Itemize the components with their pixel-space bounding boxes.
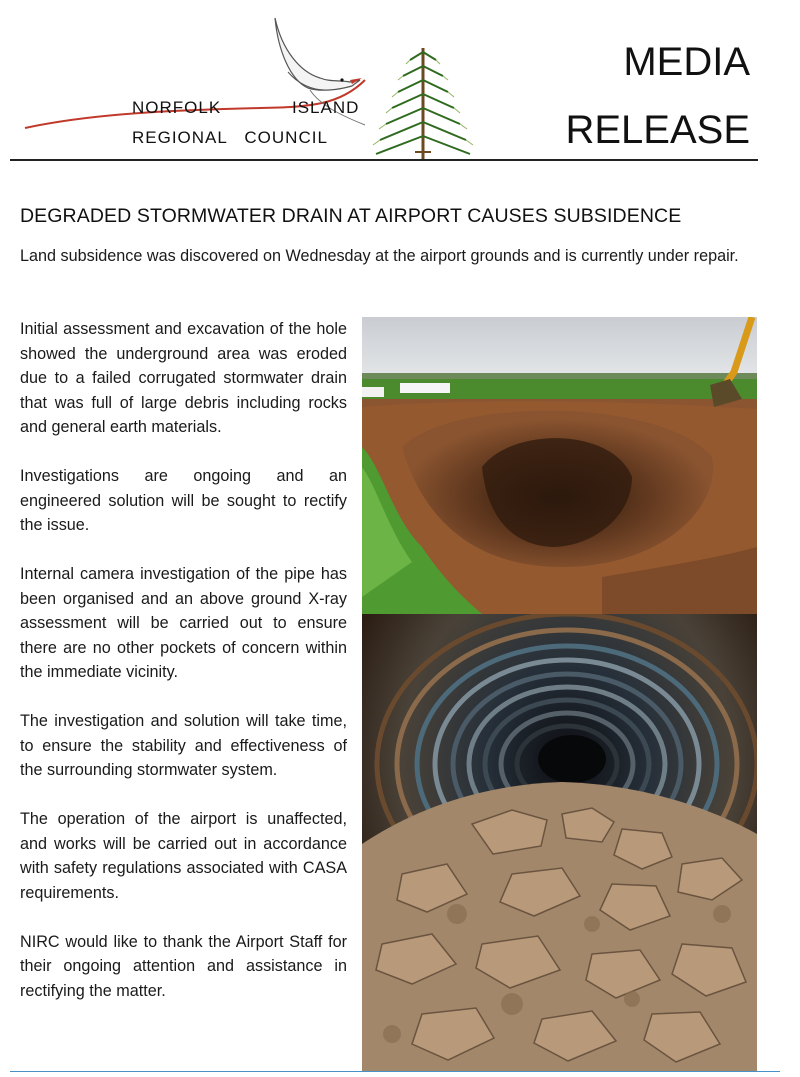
corrugated-pipe-photo <box>362 614 757 1072</box>
media-title-line1: MEDIA <box>623 40 750 84</box>
body-paragraph: Investigations are ongoing and an engineered solution will be sought to rectify the issue. <box>20 467 347 534</box>
article-intro: Land subsidence was discovered on Wednesday at the airport grounds and is currently under repair. <box>20 247 739 265</box>
media-title-line2: RELEASE <box>565 108 750 152</box>
body-paragraph: Internal camera investigation of the pipe has been organised and an above ground X-ray assessment will be carried out to ensure there are no other pockets of concern within the immediate vicinity. <box>20 565 347 681</box>
org-name-line2: REGIONAL COUNCIL <box>132 128 328 147</box>
article-body <box>20 317 347 1028</box>
header <box>0 0 800 165</box>
org-name-line1: NORFOLK <box>132 98 222 117</box>
body-paragraph: The investigation and solution will take time, to ensure the stability and effectiveness of the surrounding stormwater system. <box>20 712 347 779</box>
subsidence-hole-photo <box>362 317 757 614</box>
body-paragraph: NIRC would like to thank the Airport Staff for their ongoing attention and assistance in rectifying the matter. <box>20 932 347 1000</box>
body-paragraph: Initial assessment and excavation of the hole showed the underground area was eroded due to a failed corrugated stormwater drain that was full of large debris including rocks and general earth materials. <box>20 320 347 436</box>
body-paragraph: The operation of the airport is unaffected, and works will be carried out in accordance with safety regulations associated with CASA requirements. <box>20 810 347 902</box>
article-headline: DEGRADED STORMWATER DRAIN AT AIRPORT CAUSES SUBSIDENCE <box>20 205 682 227</box>
media-release-title <box>565 28 750 164</box>
header-divider <box>10 159 758 161</box>
org-name-island: ISLAND <box>292 98 360 117</box>
norfolk-pine-icon <box>376 48 470 160</box>
footer-divider <box>10 1071 780 1072</box>
